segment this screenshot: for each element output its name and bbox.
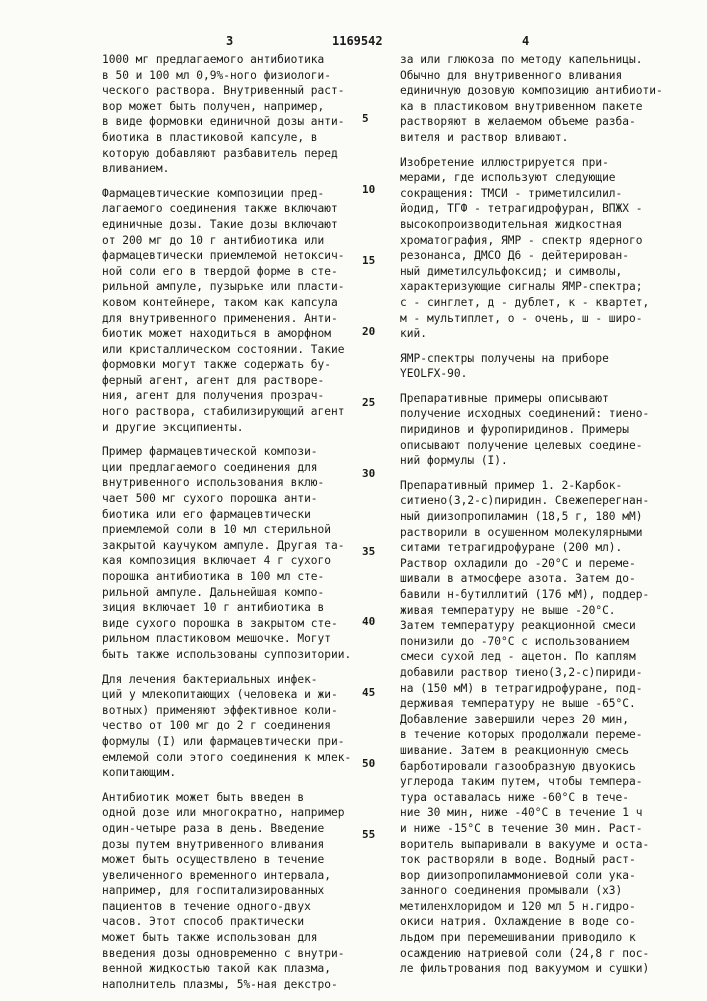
line-number: 35 bbox=[362, 545, 375, 558]
page-number-right: 4 bbox=[522, 34, 529, 48]
line-number: 55 bbox=[362, 828, 375, 841]
paragraph-composition-example: Пример фармацевтической компози- ции предлагаемого соединения для внутривенного использования вклю- чает 500 мг сухого порошка анти- биотика или его фармацевтически приемлемой соли в 10 мл стерильной закрытой каучуком ампуле. Другая та- кая композиция включает 4 г сухого порошка антибиотика в 100 мл сте- рильной ампуле. Дальнейшая компо- зиция включает 10 г антибиотика в виде сухого порошка в закрытом сте- рильном пластиковом мешочке. Могут быть также использованы суппозитории. bbox=[102, 444, 364, 662]
paragraph-administration: Антибиотик может быть введен в одной дозе или многократно, например один-четыре раза в день. Введение дозы путем внутривенного вливания может быть осуществлено в течение увеличенного временного интервала, например, для госпитализированных пациентов в течение одного-двух часов. Этот способ практически может быть также использован для введения дозы одновременно с внутри- венной жидкостью такой как плазма, наполнитель плазмы, 5%-ная декстро- bbox=[102, 790, 364, 993]
paragraph-preparative-intro: Препаративные примеры описывают получение исходных соединений: тиено- пиридинов и фуропиридинов. Примеры описывают получение целевых соедине- ний формулы (I). bbox=[400, 391, 670, 469]
line-number: 25 bbox=[362, 396, 375, 409]
paragraph-nmr-instrument: ЯМР-спектры получены на приборе YEOLFX-90. bbox=[400, 351, 670, 382]
paragraph-drip: за или глюкоза по методу капельницы. Обычно для внутривенного вливания единичную дозовую композицию антибиоти- ка в пластиковом внутривенном пакете растворяют в желаемом объеме разба- вителя и раствор вливают. bbox=[400, 52, 670, 146]
line-number: 50 bbox=[362, 757, 375, 770]
line-number: 20 bbox=[362, 325, 375, 338]
paragraph-treatment: Для лечения бактериальных инфек- ций у млекопитающих (человека и жи- вотных) применяют эффективное коли- чество от 100 мг до 2 г соединения формулы (I) или фармацевтически при- емлемой соли этого соединения к млек- копитающим. bbox=[102, 672, 364, 781]
line-number: 10 bbox=[362, 183, 375, 196]
left-column bbox=[102, 52, 364, 1001]
line-number: 15 bbox=[362, 254, 375, 267]
line-number: 30 bbox=[362, 467, 375, 480]
paragraph-iv-solution: 1000 мг предлагаемого антибиотика в 50 и 100 мл 0,9%-ного физиологи- ческого раствора. Внутривенный раст- вор может быть получен, например, в виде формовки единичной дозы анти- биотика в пластиковой капсуле, в которую добавляют разбавитель перед вливанием. bbox=[102, 52, 364, 177]
line-number: 45 bbox=[362, 686, 375, 699]
paragraph-unit-doses: Фармацевтические композиции пред- лагаемого соединения также включают единичные дозы. Такие дозы включают от 200 мг до 10 г антибиотика или фармацевтически приемлемой нетоксич- ной соли его в твердой форме в сте- рильной ампуле, пузырьке или пласти- ковом контейнере, таком как капсула для внутривенного применения. Анти- биотик может находиться в аморфном или кристаллическом состоянии. Такие формовки могут также содержать бу- ферный агент, агент для растворе- ния, агент для получения прозрач- ного раствора, стабилизирующий агент и другие эксципиенты. bbox=[102, 186, 364, 436]
patent-number: 1169542 bbox=[332, 34, 383, 48]
paragraph-preparative-example-1: Препаративный пример 1. 2-Карбок- ситиено(3,2-с)пиридин. Свежеперегнан- ный диизопропиламин (18,5 г, 180 мМ) растворили в осушенном молекулярными ситами тетрагидрофуране (200 мл). Раствор охладили до -20°С и переме- шивали в атмосфере азота. Затем до- бавили н-бутиллитий (176 мМ), поддер- живая температуру не выше -20°С. Затем температуру реакционной смеси понизили до -70°С с использованием смеси сухой лед - ацетон. По каплям добавили раствор тиено(3,2-с)пириди- на (150 мМ) в тетрагидрофуране, под- держивая температуру не выше -65°С. Добавление завершили через 20 мин, в течение которых продолжали переме- шивание. Затем в реакционную смесь барботировали газообразную двуокись углерода таким путем, чтобы темпера- тура оставалась ниже -60°С в тече- ние 30 мин, ниже -40°С в течение 1 ч и ниже -15°С в течение 30 мин. Раст- воритель выпаривали в вакууме и оста- ток растворяли в воде. Водный раст- вор диизопропиламмониевой соли ука- занного соединения промывали (х3) метиленхлоридом и 120 мл 5 н.гидро- окиси натрия. Охлаждение в воде со- льдом при перемешивании приводило к осаждению натриевой соли (24,8 г пос- ле фильтрования под вакуумом и сушки) bbox=[400, 478, 670, 977]
paragraph-abbreviations: Изобретение иллюстрируется при- мерами, где используют следующие сокращения: ТМСИ - триметилсилил- йодид, ТГФ - тетрагидрофуран, ВПЖХ - высокопроизводительная жидкостная хроматография, ЯМР - спектр ядерного резонанса, ДМСО Д6 - дейтерирован- ный диметилсульфоксид; и символы, характеризующие сигналы ЯМР-спектра; с - синглет, д - дублет, к - квартет, м - мультиплет, о - очень, ш - широ- кий. bbox=[400, 155, 670, 342]
right-column bbox=[400, 52, 670, 986]
page-number-left: 3 bbox=[226, 34, 233, 48]
line-number: 40 bbox=[362, 615, 375, 628]
line-number: 5 bbox=[362, 112, 369, 125]
